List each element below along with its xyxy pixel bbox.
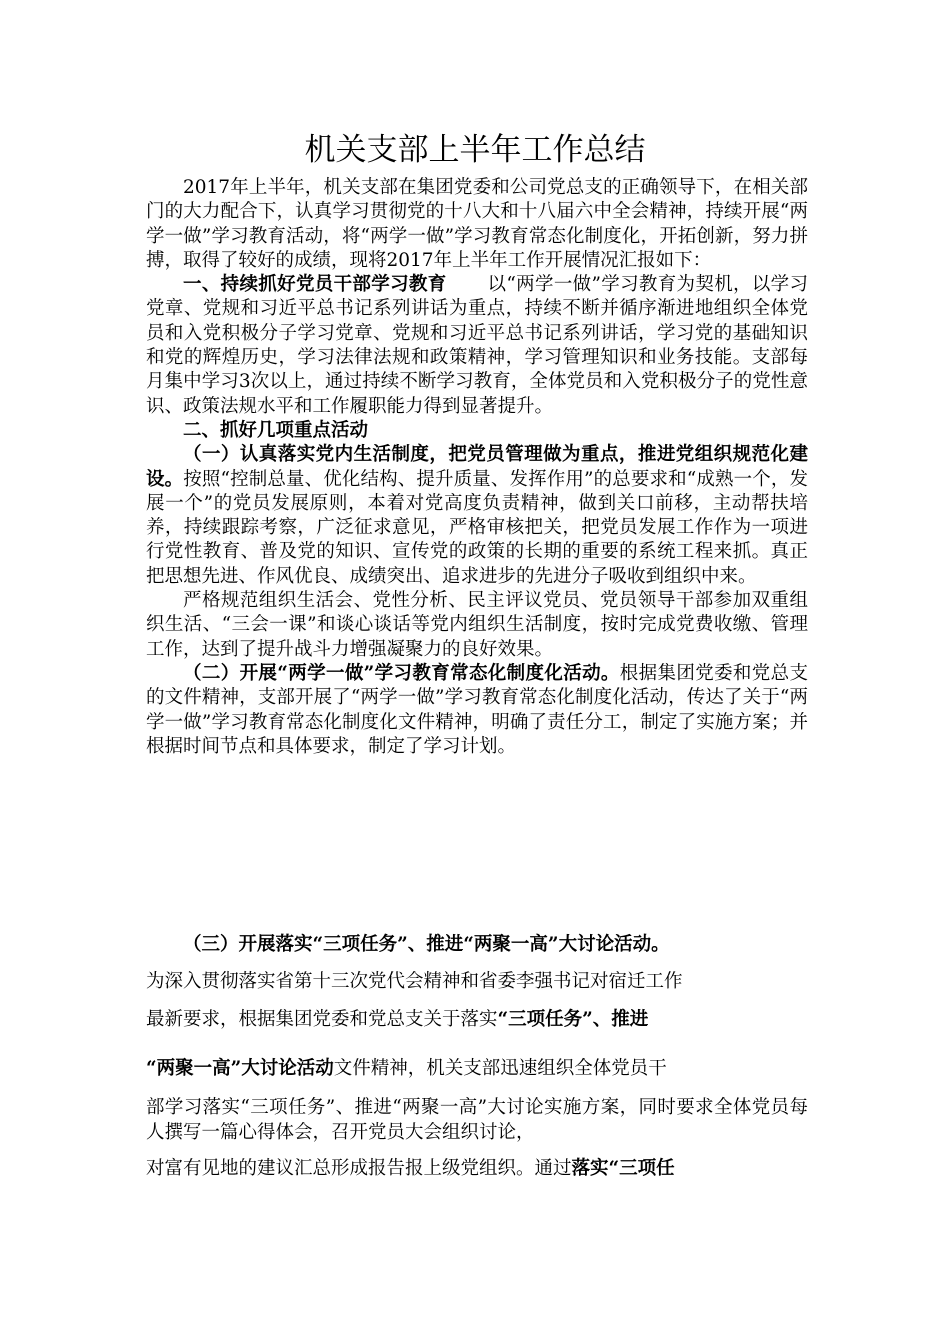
item3-line5-plain: 对富有见地的建议汇总形成报告报上级党组织。通过 [146, 1158, 572, 1179]
item2-paragraph [146, 662, 808, 759]
section1-text: 以“两学一做”学习教育为契机，以学习党章、党规和习近平总书记系列讲话为重点，持续不断并循序渐进地组织全体党员和入党积极分子学习党章、党规和习近平总书记系列讲话，学习党的基础知识和党的辉煌历史，学习法律法规和政策精神，学习管理知识和业务技能。支部每月集中学习3次以上，通过持续不断学习教育，全体党员和入党积极分子的党性意识、政策法规水平和工作履职能力得到显著提升。 [146, 274, 808, 417]
item3-line1: 为深入贯彻落实省第十三次党代会精神和省委李强书记对宿迁工作 [146, 971, 683, 992]
section2-heading: 二、抓好几项重点活动 [183, 419, 369, 441]
document-body [146, 176, 808, 759]
section1-heading: 一、持续抓好党员干部学习教育 [183, 274, 447, 296]
item3-line3-bold: “两聚一高”大讨论活动 [146, 1058, 334, 1079]
intro-paragraph: 2017年上半年，机关支部在集团党委和公司党总支的正确领导下，在相关部门的大力配合下，认真学习贯彻党的十八大和十八届六中全会精神，持续开展“两学一做”学习教育活动，将“两学一做”学习教育常态化制度化，开拓创新，努力拼搏，取得了较好的成绩，现将2017年上半年工作开展情况汇报如下： [146, 177, 808, 271]
item3-line2-plain: 最新要求，根据集团党委和党总支关于落实 [146, 1009, 498, 1030]
item1-paragraph-2: 严格规范组织生活会、党性分析、民主评议党员、党员领导干部参加双重组织生活、“三会一课”和谈心谈话等党内组织生活制度，按时完成党费收缴、管理工作，达到了提升战斗力增强凝聚力的良好效果。 [146, 590, 808, 660]
item3-heading: （三）开展落实“三项任务”、推进“两聚一高”大讨论活动。 [183, 934, 670, 955]
item3-line5-bold: 落实“三项任 [571, 1158, 675, 1179]
section1-paragraph [146, 273, 808, 419]
item3-line5-wrap [146, 1157, 808, 1181]
item3-line1-wrap [146, 970, 808, 994]
item2-text: 根据集团党委和党总支的文件精神，支部开展了“两学一做”学习教育常态化制度化活动，传达了关于“两学一做”学习教育常态化制度化文件精神，明确了责任分工，制定了实施方案；并根据时间节点和具体要求，制定了学习计划。 [146, 662, 808, 757]
document-title: 机关支部上半年工作总结 [304, 132, 646, 168]
item3-line2-wrap [146, 1008, 808, 1032]
item1-paragraph [146, 443, 808, 589]
item3-line3-plain: 文件精神，机关支部迅速组织全体党员干 [333, 1058, 667, 1079]
item3-line3-wrap [146, 1057, 808, 1081]
item3-line5 [146, 1157, 808, 1181]
item3-line3 [146, 1057, 808, 1081]
item3-line2-bold: “三项任务”、推进 [497, 1009, 649, 1030]
item3-line4-wrap [146, 1096, 808, 1145]
item2-heading: （二）开展“两学一做”学习教育常态化制度化活动。 [183, 662, 620, 684]
item1-text: 按照“控制总量、优化结构、提升质量、发挥作用”的总要求和“成熟一个，发展一个”的党员发展原则，本着对党高度负责精神，做到关口前移，主动帮扶培养，持续跟踪考察，广泛征求意见，严格审核把关，把党员发展工作作为一项进行党性教育、普及党的知识、宣传党的政策的长期的重要的系统工程来抓。真正把思想先进、作风优良、成绩突出、追求进步的先进分子吸收到组织中来。 [146, 468, 808, 587]
item3-line2 [146, 1008, 808, 1032]
item3-line4: 部学习落实“三项任务”、推进“两聚一高”大讨论实施方案，同时要求全体党员每人撰写一篇心得体会，召开党员大会组织讨论， [146, 1097, 808, 1143]
item1-heading: （一）认真落实党内生活制度，把党员管理做为重点，推进党组织规范化建设。 [146, 444, 808, 490]
item3-block [146, 933, 808, 957]
